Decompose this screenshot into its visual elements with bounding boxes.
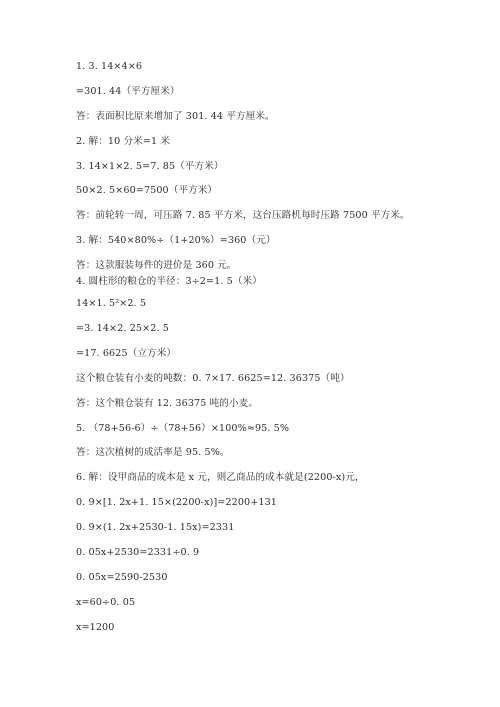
- text-line: 3. 14×1×2. 5=7. 85（平方米）: [76, 161, 224, 172]
- text-line: =301. 44（平方厘米）: [76, 86, 180, 97]
- text-line: 6. 解：设甲商品的成本是 x 元，则乙商品的成本就是(2200-x)元，: [76, 472, 365, 483]
- text-line: 0. 05x=2590-2530: [76, 572, 168, 583]
- text-line: 答：这次植树的成活率是 95. 5%。: [76, 447, 230, 458]
- text-line: 0. 05x+2530=2331÷0. 9: [76, 547, 200, 558]
- text-line: 2. 解：10 分米=1 米: [76, 136, 171, 147]
- text-line: 5. （78+56-6）÷（78+56）×100%≈95. 5%: [76, 423, 290, 434]
- text-line: 答：前轮转一周，可压路 7. 85 平方米，这台压路机每时压路 7500 平方米。: [76, 210, 410, 221]
- text-line: 4. 圆柱形的粮仓的半径：3÷2=1. 5（米）: [76, 276, 262, 287]
- text-line: 1. 3. 14×4×6: [76, 61, 143, 72]
- text-line: 这个粮仓装有小麦的吨数：0. 7×17. 6625=12. 36375（吨）: [76, 373, 350, 384]
- text-line: 50×2. 5×60=7500（平方米）: [76, 185, 218, 196]
- text-line: =3. 14×2. 25×2. 5: [76, 323, 169, 334]
- text-line: x=60÷0. 05: [76, 597, 136, 608]
- text-line: 答：这款服装每件的进价是 360 元。: [76, 260, 237, 271]
- text-line: 3. 解：540×80%÷（1+20%）=360（元）: [76, 235, 276, 246]
- text-line: =17. 6625（立方米）: [76, 348, 177, 359]
- text-line: 答：表面积比原来增加了 301. 44 平方厘米。: [76, 111, 275, 122]
- text-line: 0. 9×[1. 2x+1. 15×(2200-x)]=2200+131: [76, 497, 277, 508]
- text-line: 答：这个粮仓装有 12. 36375 吨的小麦。: [76, 398, 259, 409]
- text-line: 14×1. 5²×2. 5: [76, 298, 147, 309]
- text-line: x=1200: [76, 622, 115, 633]
- text-line: 0. 9×(1. 2x+2530-1. 15x)=2331: [76, 522, 235, 533]
